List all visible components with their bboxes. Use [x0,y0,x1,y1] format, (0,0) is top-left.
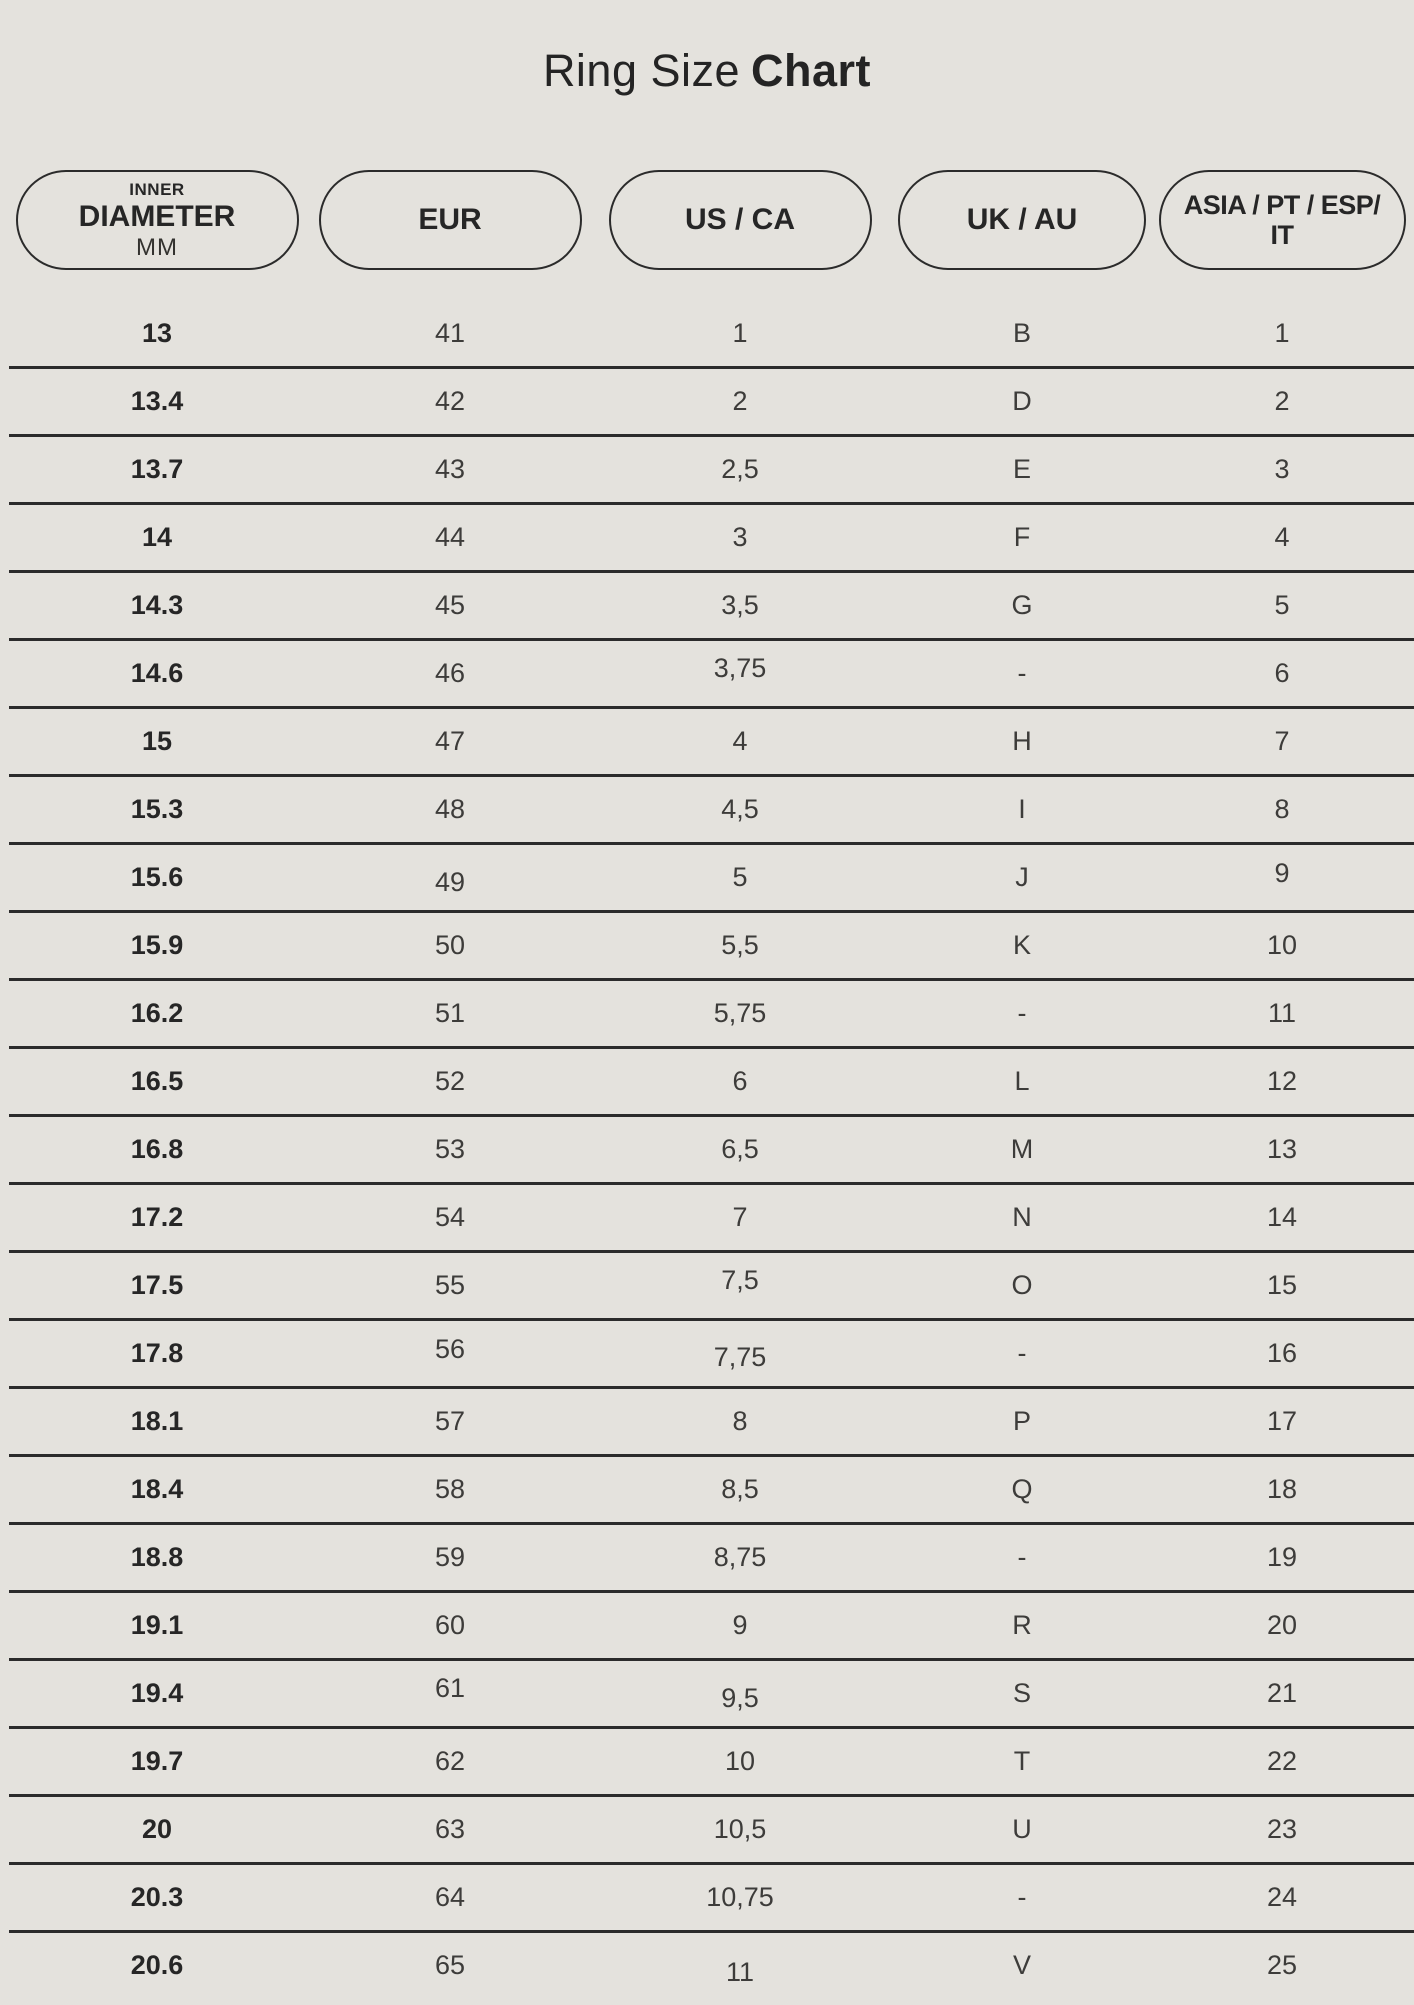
table-row [0,777,1414,845]
cell-eur: 45 [434,590,466,620]
table-row [0,845,1414,913]
cell-uk-au: H [1012,726,1032,756]
cell-us-ca: 5,5 [721,930,759,960]
header-cell-asia-pt-esp-it [1150,170,1414,270]
cell-asia-pt-esp-it: 13 [1266,1134,1298,1164]
cell-us-ca: 1 [732,318,748,348]
cell-us-ca: 9,5 [721,1683,759,1713]
cell-inner-diameter: 16.5 [130,1066,184,1096]
column-header-uk-au-label: UK / AU [966,203,1078,237]
cell-us-ca: 7,75 [713,1342,767,1372]
cell-uk-au: J [1015,862,1029,892]
cell-inner-diameter: 18.4 [130,1474,184,1504]
cell-asia-pt-esp-it: 23 [1266,1814,1298,1844]
cell-inner-diameter: 13.7 [130,454,184,484]
table-header-row [0,170,1414,270]
table-row [0,1525,1414,1593]
column-header-mm-label: MM [136,233,178,261]
cell-uk-au: T [1013,1746,1031,1776]
cell-us-ca: 2,5 [721,454,759,484]
cell-asia-pt-esp-it: 9 [1274,858,1290,888]
cell-us-ca: 5 [732,862,748,892]
cell-eur: 43 [434,454,466,484]
table-row [0,1593,1414,1661]
cell-inner-diameter: 13 [141,318,173,348]
cell-inner-diameter: 16.8 [130,1134,184,1164]
column-header-us-ca-label: US / CA [684,203,795,237]
cell-eur: 48 [434,794,466,824]
cell-eur: 46 [434,658,466,688]
cell-asia-pt-esp-it: 14 [1266,1202,1298,1232]
size-table-body [0,301,1414,2001]
cell-asia-pt-esp-it: 17 [1266,1406,1298,1436]
cell-eur: 58 [434,1474,466,1504]
cell-uk-au: - [1017,1338,1027,1368]
table-row [0,505,1414,573]
cell-asia-pt-esp-it: 4 [1274,522,1290,552]
table-row [0,301,1414,369]
table-row [0,1457,1414,1525]
cell-asia-pt-esp-it: 5 [1274,590,1290,620]
column-header-inner-label: INNER [129,179,185,199]
table-row [0,1933,1414,2001]
cell-eur: 51 [434,998,466,1028]
cell-us-ca: 8 [732,1406,748,1436]
cell-eur: 59 [434,1542,466,1572]
cell-uk-au: O [1011,1270,1033,1300]
cell-asia-pt-esp-it: 10 [1266,930,1298,960]
cell-asia-pt-esp-it: 3 [1274,454,1290,484]
cell-uk-au: - [1017,1542,1027,1572]
column-header-asia-pt-esp-it [1159,170,1406,270]
cell-us-ca: 6 [732,1066,748,1096]
cell-uk-au: R [1012,1610,1032,1640]
cell-asia-pt-esp-it: 22 [1266,1746,1298,1776]
cell-asia-pt-esp-it: 15 [1266,1270,1298,1300]
table-row [0,1049,1414,1117]
table-row [0,437,1414,505]
table-row [0,1253,1414,1321]
column-header-inner-diameter [16,170,299,270]
cell-asia-pt-esp-it: 2 [1274,386,1290,416]
cell-eur: 47 [434,726,466,756]
cell-uk-au: I [1018,794,1026,824]
table-row [0,709,1414,777]
cell-eur: 62 [434,1746,466,1776]
cell-asia-pt-esp-it: 19 [1266,1542,1298,1572]
column-header-eur-label: EUR [418,203,482,237]
header-cell-eur [314,170,586,270]
cell-us-ca: 8,5 [721,1474,759,1504]
cell-inner-diameter: 20 [141,1814,173,1844]
cell-uk-au: M [1010,1134,1034,1164]
cell-uk-au: V [1012,1950,1031,1980]
cell-inner-diameter: 20.6 [130,1950,184,1980]
cell-eur: 42 [434,386,466,416]
cell-inner-diameter: 15.3 [130,794,184,824]
cell-asia-pt-esp-it: 20 [1266,1610,1298,1640]
cell-us-ca: 8,75 [713,1542,767,1572]
column-header-asia-label-line2: IT [1270,220,1294,250]
header-cell-inner-diameter [0,170,314,270]
cell-asia-pt-esp-it: 24 [1266,1882,1298,1912]
cell-asia-pt-esp-it: 25 [1266,1950,1298,1980]
cell-us-ca: 5,75 [713,998,767,1028]
cell-inner-diameter: 15.9 [130,930,184,960]
column-header-uk-au [898,170,1146,270]
cell-inner-diameter: 17.8 [130,1338,184,1368]
cell-inner-diameter: 14 [141,522,173,552]
column-header-asia-label-line1: ASIA / PT / ESP/ [1183,189,1381,220]
cell-eur: 55 [434,1270,466,1300]
cell-eur: 52 [434,1066,466,1096]
cell-inner-diameter: 19.4 [130,1678,184,1708]
cell-uk-au: Q [1011,1474,1033,1504]
cell-asia-pt-esp-it: 11 [1267,998,1297,1028]
table-row [0,573,1414,641]
table-row [0,1797,1414,1865]
cell-us-ca: 9 [732,1610,748,1640]
cell-uk-au: - [1017,1882,1027,1912]
cell-us-ca: 2 [732,386,748,416]
cell-inner-diameter: 13.4 [130,386,184,416]
cell-us-ca: 3 [732,522,748,552]
column-header-us-ca [609,170,872,270]
cell-uk-au: D [1012,386,1032,416]
header-cell-uk-au [894,170,1150,270]
table-row [0,1729,1414,1797]
table-row [0,1389,1414,1457]
table-row [0,369,1414,437]
cell-uk-au: P [1012,1406,1031,1436]
cell-eur: 53 [434,1134,466,1164]
cell-uk-au: F [1013,522,1031,552]
cell-inner-diameter: 18.1 [130,1406,184,1436]
cell-eur: 50 [434,930,466,960]
table-row [0,1321,1414,1389]
cell-asia-pt-esp-it: 18 [1266,1474,1298,1504]
cell-uk-au: - [1017,658,1027,688]
cell-us-ca: 3,75 [713,653,767,683]
cell-eur: 60 [434,1610,466,1640]
cell-eur: 64 [434,1882,466,1912]
cell-us-ca: 7 [732,1202,748,1232]
table-row [0,641,1414,709]
cell-inner-diameter: 19.7 [130,1746,184,1776]
cell-inner-diameter: 14.6 [130,658,184,688]
table-row [0,1865,1414,1933]
table-row [0,1185,1414,1253]
cell-inner-diameter: 17.2 [130,1202,184,1232]
table-row [0,913,1414,981]
cell-uk-au: E [1012,454,1031,484]
cell-inner-diameter: 15.6 [130,862,184,892]
cell-us-ca: 10,5 [713,1814,767,1844]
cell-asia-pt-esp-it: 12 [1266,1066,1298,1096]
cell-asia-pt-esp-it: 16 [1266,1338,1298,1368]
page-title-regular: Ring Size [542,45,741,96]
cell-inner-diameter: 17.5 [130,1270,184,1300]
cell-eur: 57 [434,1406,466,1436]
column-header-eur [319,170,582,270]
cell-eur: 63 [434,1814,466,1844]
cell-us-ca: 11 [725,1957,755,1987]
cell-uk-au: L [1014,1066,1030,1096]
cell-inner-diameter: 19.1 [130,1610,184,1640]
cell-eur: 49 [434,867,466,897]
cell-uk-au: U [1012,1814,1032,1844]
cell-eur: 41 [434,318,466,348]
cell-us-ca: 7,5 [721,1265,759,1295]
cell-inner-diameter: 16.2 [130,998,184,1028]
page-title [0,45,1414,96]
cell-eur: 65 [434,1950,466,1980]
cell-uk-au: G [1011,590,1033,620]
cell-eur: 44 [434,522,466,552]
cell-eur: 61 [434,1673,466,1703]
cell-uk-au: N [1012,1202,1032,1232]
cell-eur: 54 [434,1202,466,1232]
cell-asia-pt-esp-it: 21 [1266,1678,1298,1708]
cell-asia-pt-esp-it: 7 [1274,726,1290,756]
cell-eur: 56 [434,1334,466,1364]
cell-asia-pt-esp-it: 1 [1274,318,1290,348]
cell-us-ca: 4,5 [721,794,759,824]
table-row [0,1117,1414,1185]
cell-uk-au: - [1017,998,1027,1028]
cell-uk-au: S [1012,1678,1031,1708]
cell-us-ca: 10,75 [706,1882,774,1912]
header-cell-us-ca [586,170,894,270]
cell-uk-au: B [1012,318,1031,348]
cell-us-ca: 3,5 [721,590,759,620]
table-row [0,1661,1414,1729]
cell-us-ca: 6,5 [721,1134,759,1164]
cell-inner-diameter: 18.8 [130,1542,184,1572]
column-header-diameter-label: DIAMETER [78,200,236,234]
cell-us-ca: 10 [724,1746,756,1776]
cell-inner-diameter: 14.3 [130,590,184,620]
cell-asia-pt-esp-it: 8 [1274,794,1290,824]
cell-us-ca: 4 [732,726,748,756]
table-row [0,981,1414,1049]
cell-uk-au: K [1012,930,1031,960]
cell-inner-diameter: 20.3 [130,1882,184,1912]
page-title-bold: Chart [751,45,872,96]
cell-inner-diameter: 15 [141,726,173,756]
cell-asia-pt-esp-it: 6 [1274,658,1290,688]
